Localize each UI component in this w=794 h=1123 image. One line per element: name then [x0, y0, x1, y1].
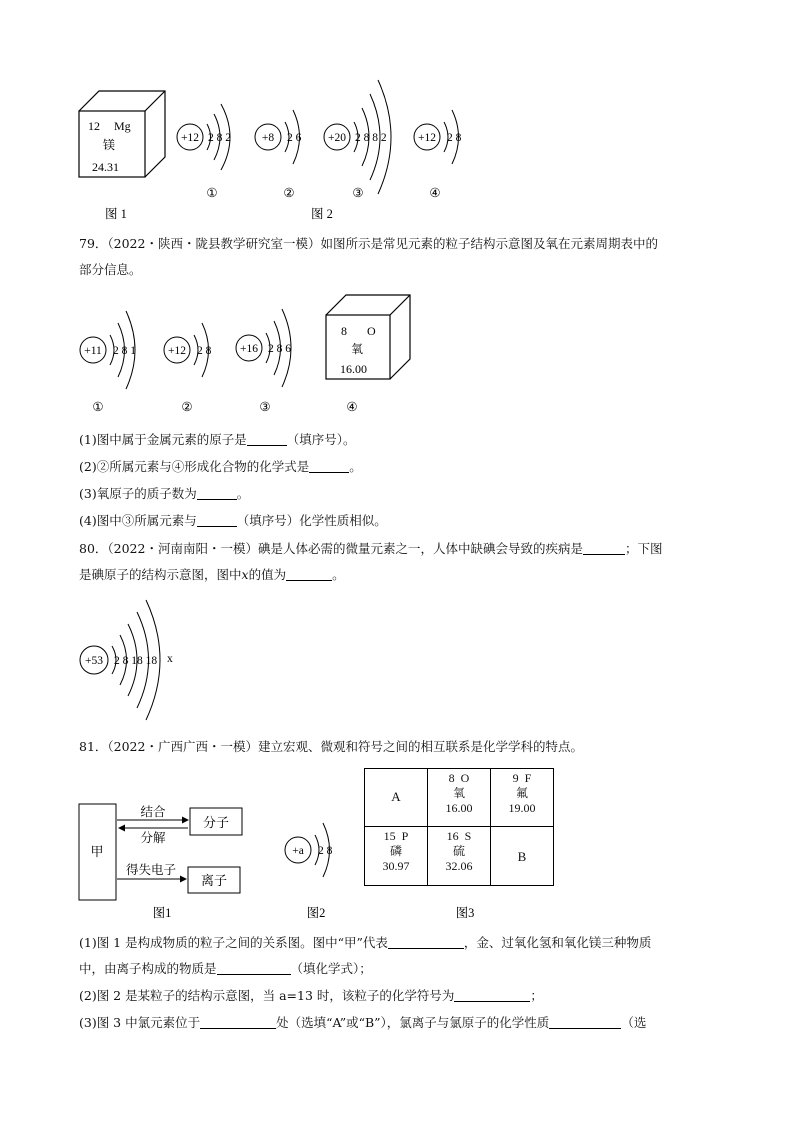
answer-blank[interactable]: [200, 1016, 276, 1029]
jiehe-label: 结合: [140, 805, 166, 819]
o-number: 8: [341, 324, 347, 338]
atom-core: +20: [328, 132, 346, 144]
atom-shells: 2 8: [197, 345, 212, 357]
periodic-table-fragment: [364, 768, 554, 886]
q79-sub4: (4)图中③所属元素与 （填序号）化学性质相似。: [79, 513, 387, 528]
atom-core: +16: [240, 343, 258, 355]
atom-shells: 2 8 6: [268, 343, 291, 355]
cell-sulfur: 16 S 硫 32.06: [445, 829, 473, 873]
q81-fig2-caption: 图2: [306, 906, 326, 920]
answer-blank[interactable]: [286, 568, 332, 581]
answer-blank[interactable]: [583, 542, 625, 555]
lizi-label: 离子: [200, 873, 228, 888]
answer-blank[interactable]: [388, 936, 464, 949]
answer-blank[interactable]: [217, 962, 291, 975]
atom-x: x: [167, 653, 173, 665]
atom-core: +11: [84, 345, 102, 357]
q80-line1: 80．（2022・河南南阳・一模）碘是人体必需的微量元素之一，人体中缺碘会导致的疾病是 ；下图: [79, 541, 663, 556]
atom-shells: 2 8 2: [208, 132, 231, 144]
cell-a: A: [391, 789, 401, 804]
o-name: 氧: [351, 342, 364, 356]
label-1: ①: [206, 186, 218, 200]
q81-fig3-caption: 图3: [455, 906, 475, 920]
mg-symbol: Mg: [114, 119, 131, 133]
q79-figures: [0, 285, 794, 420]
jia-label: 甲: [90, 844, 104, 859]
q80-figure: [0, 590, 794, 730]
q79-sub2: (2)②所属元素与④形成化合物的化学式是 。: [79, 459, 362, 474]
answer-blank[interactable]: [549, 1016, 621, 1029]
q81-fig1-caption: 图1: [152, 906, 172, 920]
iodine-atom-diagram: [80, 600, 173, 720]
atom-core: +12: [181, 132, 199, 144]
q79-sub1: (1)图中属于金属元素的原子是 （填序号）。: [79, 432, 356, 447]
mg-mass: 24.31: [92, 160, 119, 174]
q79-sub3: (3)氧原子的质子数为 。: [79, 486, 250, 501]
atom-shells: 2 8: [318, 845, 333, 857]
o-mass: 16.00: [340, 362, 367, 376]
particle-relation-diagram: [79, 804, 242, 900]
atom-shells: 2 8 18 18: [114, 655, 158, 667]
q81-atom-diagram: [285, 823, 333, 877]
top-figures: [0, 0, 794, 230]
atom-diagram-3: [324, 80, 391, 194]
cell-phosphorus: 15 P 磷 30.97: [382, 829, 410, 873]
answer-blank[interactable]: [309, 460, 349, 473]
q79-atom-1: [80, 311, 136, 389]
q79-stem-line2: 部分信息。: [79, 262, 142, 277]
fig2-caption: 图 2: [311, 207, 333, 221]
cell-b: B: [517, 849, 527, 864]
cell-oxygen: 8 O 氧 16.00: [445, 771, 473, 815]
q81-stem: 81．（2022・广西广西・一模）建立宏观、微观和符号之间的相互联系是化学学科的特点。: [79, 739, 583, 754]
q79-label-2: ②: [181, 400, 193, 414]
answer-blank[interactable]: [197, 487, 237, 500]
mg-name: 镁: [103, 138, 116, 152]
q81-sub1-line1: (1)图 1 是构成物质的粒子之间的关系图。图中“甲”代表 ，金、过氧化氢和氧化镁三种物质: [79, 935, 652, 950]
mg-number: 12: [88, 119, 100, 133]
cell-fluorine: 9 F 氟 19.00: [508, 771, 536, 815]
q79-label-3: ③: [259, 400, 271, 414]
atom-diagram-4: [414, 110, 462, 164]
answer-blank[interactable]: [454, 989, 530, 1002]
dsdz-label: 得失电子: [125, 863, 177, 877]
q79-stem-line1: 79．（2022・陕西・陇县教学研究室一模）如图所示是常见元素的粒子结构示意图及氧在元素周期表中的: [79, 236, 658, 251]
q79-label-4: ④: [346, 400, 358, 414]
atom-shells: 2 8: [447, 132, 462, 144]
atom-diagram-2: [255, 110, 302, 164]
q80-line2: 是碘原子的结构示意图，图中x的值为 。: [79, 567, 345, 582]
fenzi-label: 分子: [202, 815, 230, 830]
oxygen-element-cube: [326, 295, 410, 379]
atom-shells: 2 8 8 2: [355, 132, 387, 144]
q79-atom-2: [164, 323, 212, 377]
answer-blank[interactable]: [247, 433, 287, 446]
atom-shells: 2 8 1: [113, 345, 136, 357]
fig1-caption: 图 1: [105, 207, 127, 221]
o-symbol: O: [367, 324, 376, 338]
q81-sub2: (2)图 2 是某粒子的结构示意图，当 a=13 时，该粒子的化学符号为 ；: [79, 988, 543, 1003]
atom-core: +8: [261, 132, 275, 144]
mg-element-cube: [79, 91, 165, 177]
q81-sub3: (3)图 3 中氯元素位于 处（选填“A”或“B”），氯离子与氯原子的化学性质 （选: [79, 1015, 647, 1030]
atom-core: +12: [168, 345, 186, 357]
atom-diagram-1: [177, 104, 231, 170]
atom-core: +12: [418, 132, 436, 144]
fenjie-label: 分解: [140, 831, 166, 845]
label-3: ③: [352, 186, 364, 200]
label-2: ②: [283, 186, 295, 200]
atom-shells: 2 6: [287, 132, 302, 144]
answer-blank[interactable]: [197, 514, 237, 527]
q81-sub1-line2: 中，由离子构成的物质是 （填化学式）；: [79, 961, 372, 976]
atom-core: +53: [85, 655, 103, 667]
q79-atom-3: [236, 309, 291, 387]
atom-core: +a: [292, 845, 304, 857]
label-4: ④: [429, 186, 441, 200]
q79-label-1: ①: [92, 400, 104, 414]
